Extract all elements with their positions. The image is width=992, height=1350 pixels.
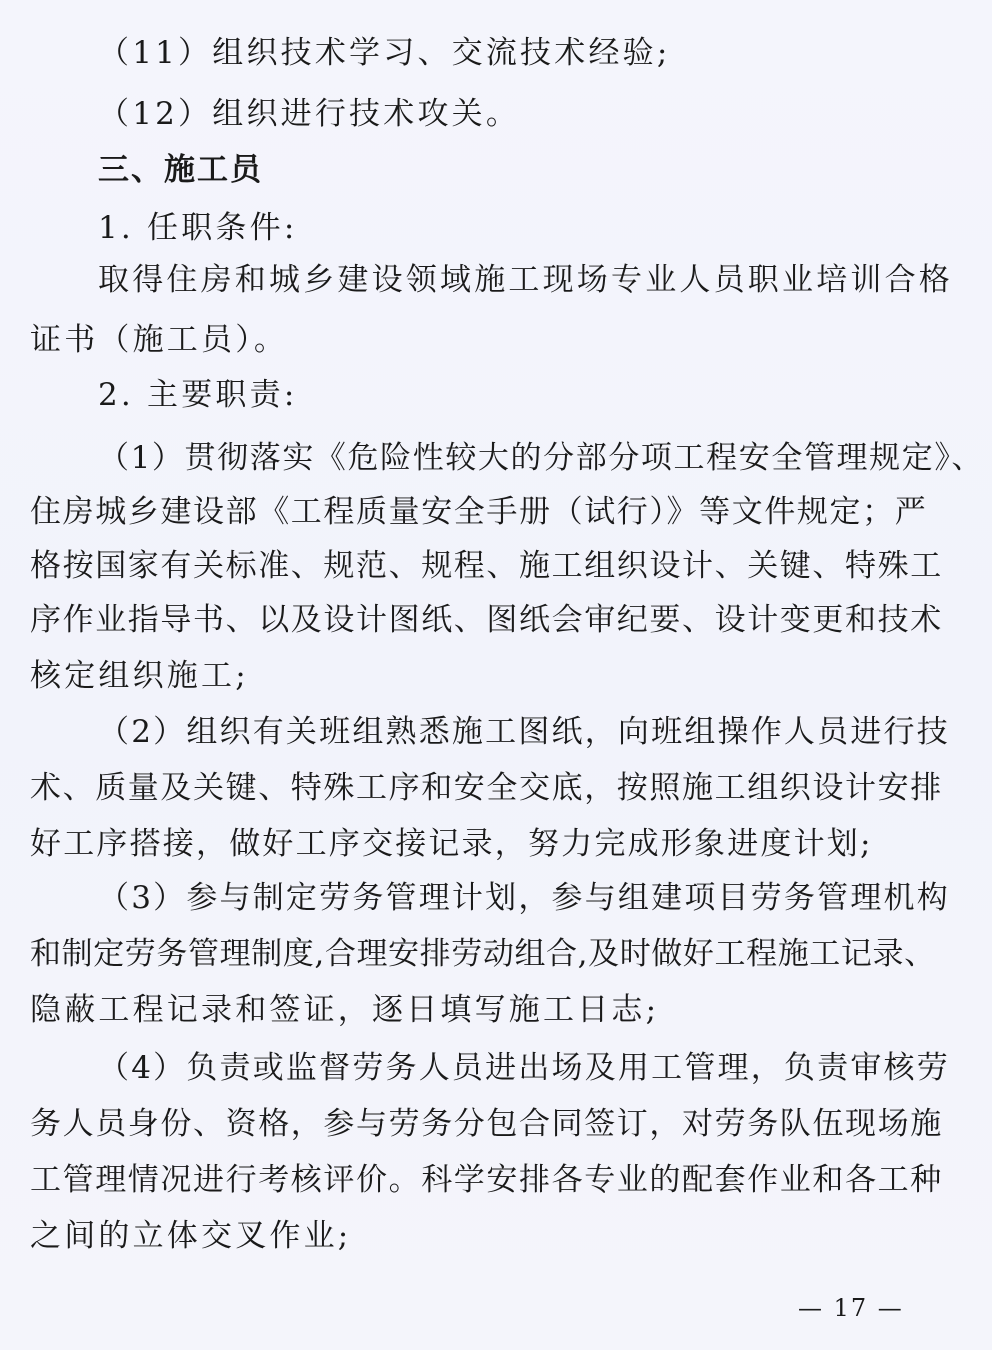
section-heading-construction-worker: 三、施工员	[98, 152, 263, 188]
duty-item-4: （4）负责或监督劳务人员进出场及用工管理，负责审核劳	[98, 1050, 950, 1086]
paragraph-line: 工管理情况进行考核评价。科学安排各专业的配套作业和各工种	[30, 1162, 943, 1198]
paragraph-line: 格按国家有关标准、规范、规程、施工组织设计、关键、特殊工	[30, 548, 943, 584]
paragraph-line: 证书（施工员）。	[30, 322, 289, 358]
paragraph-line: 取得住房和城乡建设领域施工现场专业人员职业培训合格	[98, 262, 953, 298]
subheading-main-duties: 2. 主要职责:	[98, 377, 298, 413]
paragraph-line: 好工序搭接，做好工序交接记录，努力完成形象进度计划;	[30, 826, 873, 862]
paragraph-line: 务人员身份、资格，参与劳务分包合同签订，对劳务队伍现场施	[30, 1106, 943, 1142]
duty-item-2: （2）组织有关班组熟悉施工图纸，向班组操作人员进行技	[98, 714, 950, 750]
subheading-qualifications: 1. 任职条件:	[98, 210, 298, 246]
paragraph-line: 之间的立体交叉作业;	[30, 1218, 352, 1254]
page-number: — 17 —	[798, 1294, 904, 1322]
list-item-12: （12）组织进行技术攻关。	[98, 96, 521, 132]
paragraph-line: 住房城乡建设部《工程质量安全手册（试行）》等文件规定；严	[30, 494, 928, 530]
paragraph-line: 隐蔽工程记录和签证，逐日填写施工日志;	[30, 992, 660, 1028]
paragraph-line: 术、质量及关键、特殊工序和安全交底，按照施工组织设计安排	[30, 770, 943, 806]
paragraph-line: 核定组织施工;	[30, 658, 249, 694]
duty-item-1: （1）贯彻落实《危险性较大的分部分项工程安全管理规定》、	[98, 440, 985, 476]
list-item-11: （11）组织技术学习、交流技术经验;	[98, 35, 671, 71]
paragraph-line: 序作业指导书、以及设计图纸、图纸会审纪要、设计变更和技术	[30, 602, 943, 638]
duty-item-3: （3）参与制定劳务管理计划，参与组建项目劳务管理机构	[98, 880, 950, 916]
paragraph-line: 和制定劳务管理制度,合理安排劳动组合,及时做好工程施工记录、	[30, 936, 936, 972]
